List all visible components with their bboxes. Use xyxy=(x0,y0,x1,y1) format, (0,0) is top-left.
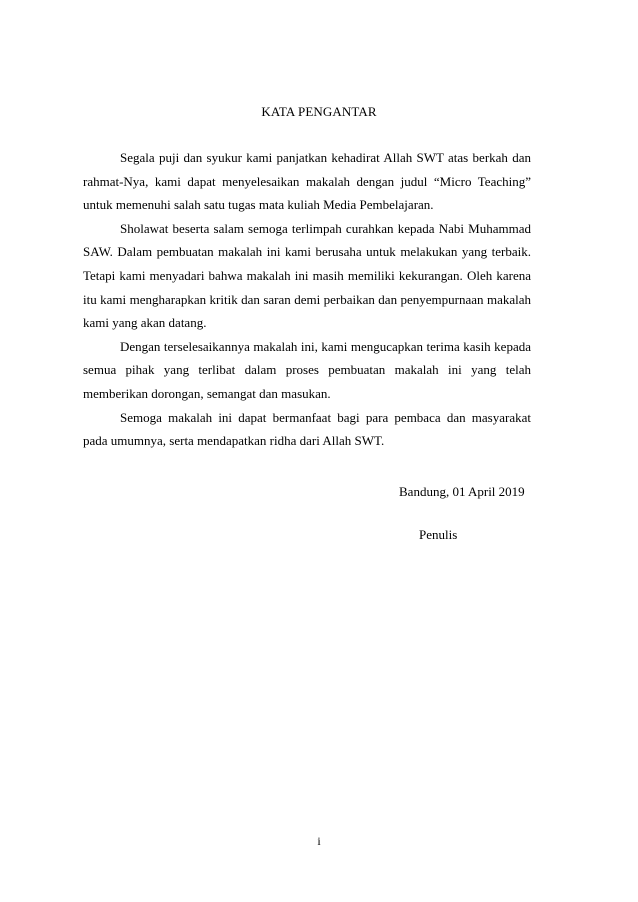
paragraph-4: Semoga makalah ini dapat bermanfaat bagi para pembaca dan masyarakat pada umumnya, serta mendapatkan ridha dari Allah SWT. xyxy=(83,409,531,449)
page-number: i xyxy=(317,834,321,848)
place-date: Bandung, 01 April 2019 xyxy=(399,484,525,499)
paragraph-1: Segala puji dan syukur kami panjatkan kehadirat Allah SWT atas berkah dan rahmat-Nya, kami dapat menyelesaikan makalah dengan judul “Micro Teaching” untuk memenuhi salah satu tugas mata kuliah Media Pembelajaran. xyxy=(83,150,531,213)
paragraph-2: Sholawat beserta salam semoga terlimpah curahkan kepada Nabi Muhammad SAW. Dalam pembuatan makalah ini kami berusaha untuk melakukan yang terbaik. Tetapi kami menyadari bahwa makalah ini masih memiliki kekurangan. Oleh karena itu kami mengharapkan kritik dan saran demi perbaikan dan penyempurnaan makalah kami yang akan datang. xyxy=(83,220,531,331)
paragraph-3: Dengan terselesaikannya makalah ini, kami mengucapkan terima kasih kepada semua pihak yang terlibat dalam proses pembuatan makalah ini yang telah memberikan dorongan, semangat dan masukan. xyxy=(83,338,531,401)
page-title: KATA PENGANTAR xyxy=(261,104,377,119)
author-signature: Penulis xyxy=(419,527,458,542)
body-text xyxy=(83,146,531,453)
